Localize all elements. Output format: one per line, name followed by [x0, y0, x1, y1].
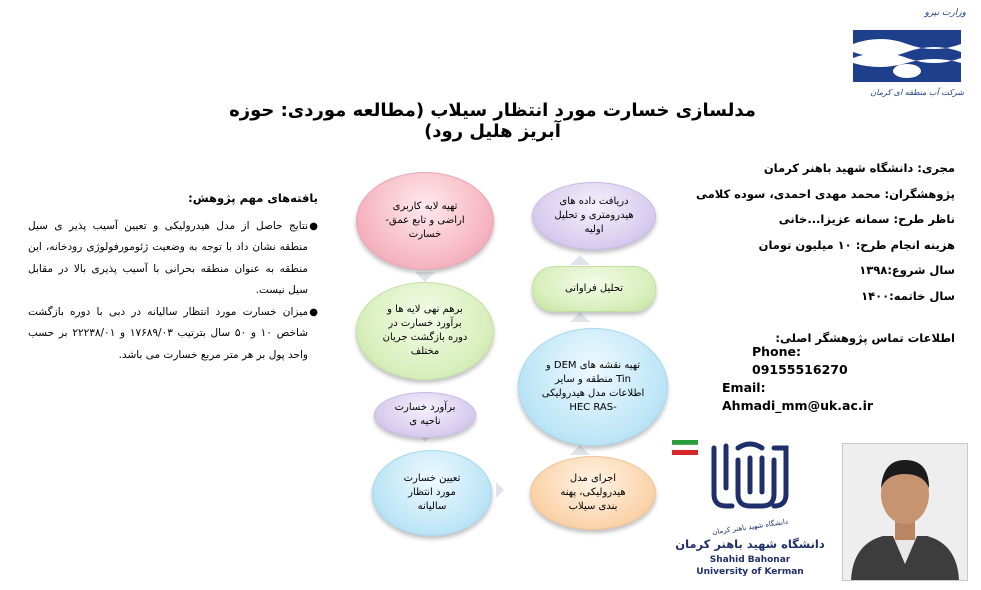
- university-name-en-1: Shahid Bahonar: [709, 555, 791, 565]
- phone-line: Phone: 09155516270: [752, 344, 848, 377]
- university-emblem-icon: [670, 436, 830, 536]
- flow-node-data-collection: دریافت داده های هیدرومتری و تحلیل اولیه: [532, 182, 656, 250]
- contact-details: [650, 343, 874, 415]
- contact-heading: اطلاعات تماس پژوهشگر اصلی:: [775, 331, 955, 345]
- poster-title: مدلسازی خسارت مورد انتظار سیلاب (مطالعه موردی: حوزه آبریز هلیل رود): [229, 100, 756, 142]
- flow-node-hydraulic-model: اجرای مدل هیدرولیکی، پهنه بندی سیلاب: [530, 456, 656, 530]
- email-line[interactable]: Email: Ahmadi_mm@uk.ac.ir: [722, 380, 874, 413]
- water-company-logo: [845, 8, 970, 103]
- project-info: [695, 156, 955, 352]
- executor-line: مجری: دانشگاه شهید باهنر کرمان: [763, 161, 955, 175]
- flow-node-overlay-damage: برهم نهی لایه ها و برآورد خسارت در دوره بازگشت جریان مختلف: [356, 282, 494, 380]
- end-year-line: سال خاتمه:۱۴۰۰: [861, 288, 955, 303]
- university-name-fa: دانشگاه شهید باهنر کرمان: [675, 537, 825, 551]
- logo-bottom-text: شرکت آب منطقه ای کرمان: [870, 88, 964, 97]
- researchers-line: پژوهشگران: محمد مهدی احمدی، سوده کلامی: [695, 186, 955, 201]
- svg-text:دانشگاه شهید باهنر کرمان: دانشگاه شهید باهنر کرمان: [711, 517, 789, 536]
- logo-top-text: وزارت نیرو: [924, 8, 966, 18]
- university-logo: [670, 436, 830, 586]
- flow-node-zonal-damage: برآورد خسارت ناحیه ی: [374, 392, 476, 438]
- university-name-en-2: University of Kerman: [696, 567, 804, 577]
- flow-node-expected-annual-damage: تعیین خسارت مورد انتظار سالیانه: [372, 450, 492, 536]
- cost-line: هزینه انجام طرح: ۱۰ میلیون تومان: [758, 237, 955, 252]
- flow-node-dem-preparation: تهیه نقشه های DEM و Tin منطقه و سایر اطلاعات مدل هیدرولیکی -HEC RAS: [518, 328, 668, 446]
- finding-item: ● میزان خسارت مورد انتظار سالیانه در دبی با دوره بازگشت شاخص ۱۰ و ۵۰ سال بترتیب ۱۷۶۸۹/۰۳ و ۲۲۲۳۸/۰۱ بر حسب واحد پول بر هر متر مربع خسارت می باشد.: [28, 302, 318, 367]
- researcher-photo: [842, 443, 968, 581]
- supervisor-line: ناظر طرح: سمانه عزیزا...خانی: [778, 212, 955, 226]
- person-portrait-icon: [843, 444, 967, 580]
- bullet-icon: ●: [309, 220, 318, 232]
- findings-heading: یافته‌های مهم پژوهش:: [188, 191, 318, 205]
- finding-item: ● نتایج حاصل از مدل هیدرولیکی و تعیین آسیب پذیر ی سیل منطقه نشان داد با توجه به وضعیت ژئومورفولوژی رودخانه، این منطقه به عنوان منطقه بحرانی با آسیب پذیری بالا در مقابل سیل نیست.: [28, 216, 318, 302]
- start-year-line: سال شروع:۱۳۹۸: [859, 263, 955, 277]
- flow-node-landuse-layer: تهیه لایه کاربری اراضی و تابع عمق- خسارت: [356, 172, 494, 270]
- bullet-icon: ●: [309, 306, 318, 318]
- findings-section: [28, 188, 318, 366]
- flow-node-frequency-analysis: تحلیل فراوانی: [532, 266, 656, 312]
